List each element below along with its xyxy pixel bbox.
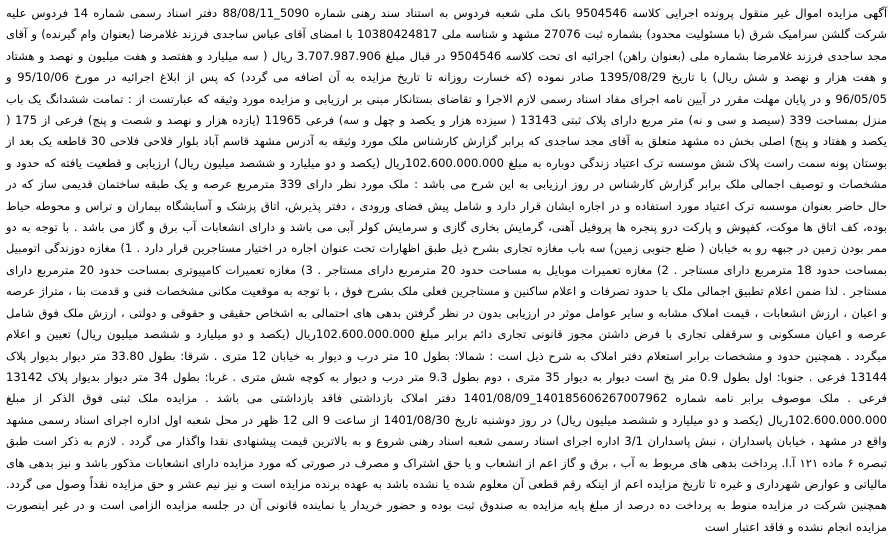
auction-notice-text: آگهی مزایده اموال غیر منقول پرونده اجرایی کلاسه 9504546 بانک ملی شعبه فردوس به استناد سند رهنی شماره 5090_88/08/11 دفتر اسناد رسمی شماره 14 فردوس علیه شرکت گلشن سرامیک شرق (با مسئولیت محدود) بشماره ثبت 27076 مشهد و شناسه ملی 10380424817 با امضای آقای عباس ساجدی فرزند غلامرضا (بعنوان وام گیرنده) و آقای مجد ساجدی فرزند غلامرضا بشماره ملی (بعنوان راهن) اجرائیه ای تحت کلاسه 9504546 در قبال مبلغ 3.707.987.906 ریال ( سه میلیارد و هفتصد و هفت میلیون و نهصد و هشتاد و هفت هزار و نهصد و شش ریال) با تاریخ 1395/08/29 صادر نموده (که خسارت روزانه تا تاریخ مزایده به آن اضافه می گردد) که پس از ابلاغ اجرائیه در مورخ 95/10/06 و 96/05/05 و در پایان مهلت مقرر در آیین نامه اجرای مفاد اسناد رسمی لازم الاجرا و تقاضای بستانکار مبنی بر ارزیابی و مزایده مورد وثیقه که عبارتست از : تمامت ششدانگ یک باب منزل بمساحت 339 (سیصد و سی و نه) متر مربع دارای پلاک ثبتی 13143 ( سیزده هزار و یکصد و چهل و سه) فرعی 11965 (یازده هزار و نهصد و شصت و پنج) فرعی از 175 ( یکصد و هفتاد و پنج) اصلی بخش ده مشهد متعلق به آقای مجد ساجدی که برابر گزارش کارشناس ملک مورد وثیقه به آدرس مشهد قاسم آباد بلوار فلاحی فلاحی 30 قاطعه یک بعد از بوستان پونه سمت راست پلاک شش موسسه ترک اعتیاد زندگی دوباره به مبلغ 102.600.000.000ریال (یکصد و دو میلیارد و ششصد میلیون ریال) ارزیابی و قطعیت یافته که حدود و مشخصات و توصیف اجمالی ملک برابر گزارش کارشناس در روز ارزیابی به این شرح می باشد : ملک مورد نظر دارای 339 مترمربع عرصه و یک طبقه ساختمان قدیمی ساز که در حال حاضر بعنوان موسسه ترک اعتیاد مورد استفاده و در اجاره ایشان قرار دارد و شامل پیش فضای ورودی ، دفتر پذیرش، اتاق پزشک و آسایشگاه بیماران و تراس و محوطه حیاط بوده، کف اتاق ها موکت، کفپوش و پارکت درو پنجره ها پروفیل آهنی، گرمایش بخاری گازی و سرمایش کولر آبی می باشد و دارای انشعابات آب برق و گاز می باشد . با توجه به دو ممر بودن زمین در جبهه رو به خیابان ( ضلع جنوبی زمین) سه باب مغازه تجاری بشرح ذیل طبق اظهارات تحت عنوان اجاره در اختیار مستاجرین قرار دارد . 1) مغازه دوزندگی اتومبیل بمساحت حدود 18 مترمربع دارای مستاجر . 2) مغازه تعمیرات موبایل به مساحت حدود 20 مترمربع دارای مستاجر . 3) مغازه تعمیرات کامپیوتری بمساحت حدود 20 مترمربع دارای مستاجر . لذا ضمن اعلام تطبیق اجمالی ملک با حدود تصرفات و اعلام ساکنین و مستاجرین فعلی ملک بشرح فوق ، با توجه به موقعیت مکانی مشخصات فنی و قدمت بنا ، متراژ عرصه و اعیان ، ارزش انشعابات ، قیمت املاک مشابه و سایر عوامل موثر در ارزیابی بدون در نظر گرفتن بدهی های احتمالی به اشخاص حقیقی و حقوقی و دولتی ، ارزش ملک فوق شامل عرصه و اعیان مسکونی و سرقفلی تجاری با فرض داشتن مجوز قانونی تجاری دائم برابر مبلغ 102.600.000.000ریال (یکصد و دو میلیارد و ششصد میلیون ریال) تعیین و اعلام میگردد . همچنین حدود و مشخصات برابر استعلام دفتر املاک به شرح ذیل است : شمالا: بطول 10 متر درب و دیوار به خیابان 12 متری . شرقا: بطول 33.80 متر دیوار بدیوار پلاک 13144 فرعی . جنوبا: اول بطول 0.9 متر پخ است دیوار به دیوار 35 متری ، دوم بطول 9.3 متر درب و دیوار به کوچه شش متری . غربا: بطول 34 متر دیوار بدیوار پلاک 13142 فرعی . ملک موصوف برابر نامه شماره 140185606267007962_1401/08/09 دفتر املاک بازداشتی فاقد بازداشتی می باشد . مزایده ملک ثبتی فوق الذکر از مبلغ 102.600.000.000ریال (یکصد و دو میلیارد و ششصد میلیون ریال) در روز دوشنبه تاریخ 1401/08/30 از ساعت 9 الی 12 ظهر در محل شعبه اول اداره اجرای اسناد رسمی مشهد واقع در مشهد ، خیابان پاسداران ، نبش پاسداران 3/1 اداره اجرای اسناد رسمی شعبه اسناد رهنی شروع و به بالاترین قیمت پیشنهادی نقدا واگذار می گردد . لازم به ذکر است طبق تبصره ۶ ماده ۱۲۱ آ.ا. پرداخت بدهی های مربوط به آب ، برق و گاز اعم از انشعاب و یا حق اشتراک و مصرف در صورتی که مورد مزایده دارای انشعابات مذکور باشد و نیز بدهی های مالیاتی و عوارض شهرداری و غیره تا تاریخ مزایده اعم از اینکه رقم قطعی آن معلوم شده یا نشده باشد به عهده برنده مزایده است و نیز نیم عشر و حق مزایده نقداً وصول می گردد. همچنین شرکت در مزایده منوط به پرداخت ده درصد از مبلغ پایه مزایده به صندوق ثبت بوده و حضور خریدار یا نماینده قانونی آن در جلسه مزایده الزامی است و در غیر اینصورت مزایده انجام نشده و فاقد اعتبار است [6,6,888,534]
